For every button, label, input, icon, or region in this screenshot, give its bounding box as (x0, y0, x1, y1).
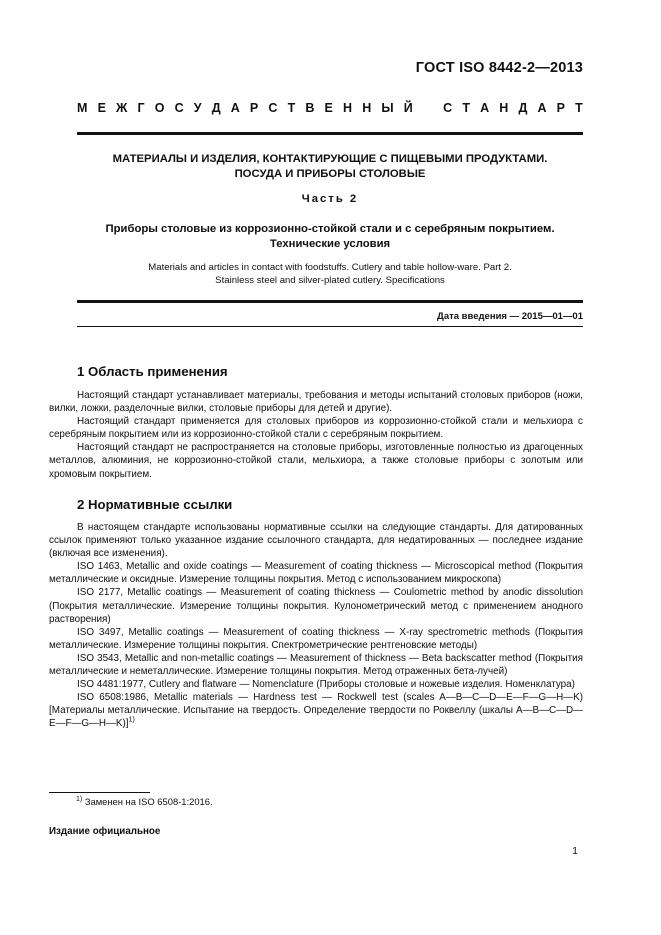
section-1-paragraph: Настоящий стандарт не распространяется на столовые приборы, изготовленные полностью из драгоценных металлов, алюминия, не коррозионно-стойкой стали, мельхиора, а также столовые приборы с золотым или хромовым покрытием. (49, 442, 583, 480)
part-label: Часть 2 (301, 193, 359, 205)
reference-paragraph: В настоящем стандарте использованы нормативные ссылки на следующие стандарты. Для датированных ссылок применяют только указанное издание ссылочного стандарта, для недатированных — последнее издание (включая все изменения). (49, 522, 583, 560)
reference-paragraph: ISO 4481:1977, Cutlery and flatware — Nomenclature (Приборы столовые и ножевые изделия. Номенклатура) (77, 679, 575, 691)
interstate-label-letter: Г (137, 101, 145, 115)
interstate-label-letter: В (305, 101, 315, 115)
title-english (77, 261, 583, 287)
section-2-body (49, 521, 583, 731)
interstate-label-letter: Д (518, 101, 528, 115)
interstate-label-letter: Р (249, 101, 259, 115)
interstate-label-letter: А (537, 101, 547, 115)
interstate-label-letter: Д (211, 101, 221, 115)
reference-paragraph-iso-6508 (49, 691, 583, 730)
interstate-label-letter: С (443, 101, 453, 115)
footnote-rule (49, 792, 150, 793)
interstate-label-letter: Ы (381, 101, 394, 115)
section-2-heading: 2 Нормативные ссылки (77, 497, 233, 512)
interstate-label-letter: Й (403, 101, 413, 115)
subtitle-russian (77, 222, 583, 251)
page-number: 1 (572, 845, 578, 857)
interstate-label-letter: С (268, 101, 278, 115)
section-1-body (49, 389, 583, 481)
interstate-standard-label (77, 101, 583, 115)
interstate-label-letter: А (480, 101, 490, 115)
date-rule (77, 326, 583, 327)
interstate-label-letter: Ж (116, 101, 128, 115)
footnote-marker[interactable]: 1) (128, 717, 135, 725)
interstate-label-letter: У (193, 101, 202, 115)
introduction-date: Дата введения — 2015—01—01 (437, 311, 583, 322)
header-rule (77, 132, 583, 135)
title-line-2: ПОСУДА И ПРИБОРЫ СТОЛОВЫЕ (234, 167, 426, 180)
subtitle-line-2: Технические условия (269, 237, 391, 250)
reference-paragraph: ISO 2177, Metallic coatings — Measurement of coating thickness — Coulometric method by anodic dissolution (Покрытия металлические. Измерение толщины покрытия. Кулонометрический метод с применением анодного растворения) (49, 587, 583, 625)
section-1-paragraph: Настоящий стандарт применяется для столовых приборов из коррозионно-стойкой стали и мельхиора с серебряным покрытием или из коррозионно-стойкой стали с серебряным покрытием. (49, 416, 583, 441)
reference-paragraph: ISO 1463, Metallic and oxide coatings — Measurement of coating thickness — Microscopical method (Покрытия металлические и оксидные. Измерение толщины покрытия. Метод с использованием микроскопа) (49, 561, 583, 586)
footnote-text: Заменен на ISO 6508-1:2016. (84, 796, 213, 807)
section-1-heading: 1 Область применения (77, 364, 228, 379)
interstate-label-letter: Е (324, 101, 333, 115)
interstate-label-letter: Т (575, 101, 583, 115)
interstate-label-letter: О (154, 101, 165, 115)
document-number: ГОСТ ISO 8442-2—2013 (415, 60, 583, 76)
interstate-label-letter: Т (287, 101, 296, 115)
title-russian (77, 152, 583, 181)
title-line-1: МАТЕРИАЛЫ И ИЗДЕЛИЯ, КОНТАКТИРУЮЩИЕ С ПИЩЕВЫМИ ПРОДУКТАМИ. (112, 153, 548, 165)
interstate-label-letter: Р (556, 101, 566, 115)
interstate-label-letter: М (77, 101, 88, 115)
reference-paragraph: ISO 3497, Metallic coatings — Measurement of coating thickness — X-ray spectrometric methods (Покрытия металлические. Измерение толщины покрытия. Спектрометрические рентгеновские методы) (49, 626, 583, 651)
footnote-mark: 1) (76, 795, 83, 803)
subtitle-line-1: Приборы столовые из коррозионно-стойкой стали и с серебряным покрытием. (105, 223, 555, 235)
interstate-label-letter: Н (362, 101, 372, 115)
title-english-line-2: Stainless steel and silver-plated cutlery. Specifications (215, 275, 445, 286)
interstate-label-letter: С (174, 101, 184, 115)
official-edition-label: Издание официальное (49, 826, 161, 837)
footnote (76, 796, 213, 807)
interstate-label-letter: А (230, 101, 240, 115)
interstate-label-letter: Е (97, 101, 106, 115)
interstate-label-letter: Т (462, 101, 470, 115)
interstate-label-letter: Н (343, 101, 353, 115)
interstate-label-letter: Н (499, 101, 509, 115)
reference-paragraph: ISO 3543, Metallic and non-metallic coatings — Measurement of thickness — Beta backscatter method (Покрытия металлические и неметаллические. Измерение толщины покрытия. Метод отраженных бета-лучей) (49, 652, 583, 678)
title-rule (77, 300, 583, 303)
title-english-line-1: Materials and articles in contact with foodstuffs. Cutlery and table hollow-ware. Part 2. (148, 262, 512, 273)
section-1-paragraph: Настоящий стандарт устанавливает материалы, требования и методы испытаний столовых приборов (ножи, вилки, ложки, разделочные вилки, столовые приборы для детей и другие). (49, 390, 583, 415)
reference-text: ISO 6508:1986, Metallic materials — Hardness test — Rockwell test (scales A—B—C—D—E—F—G—H—K) [Материалы металлические. Испытание на твердость. Определение твердости по Роквеллу (шкалы A—B—C—D—E—F—G—H—K)] (49, 692, 583, 730)
